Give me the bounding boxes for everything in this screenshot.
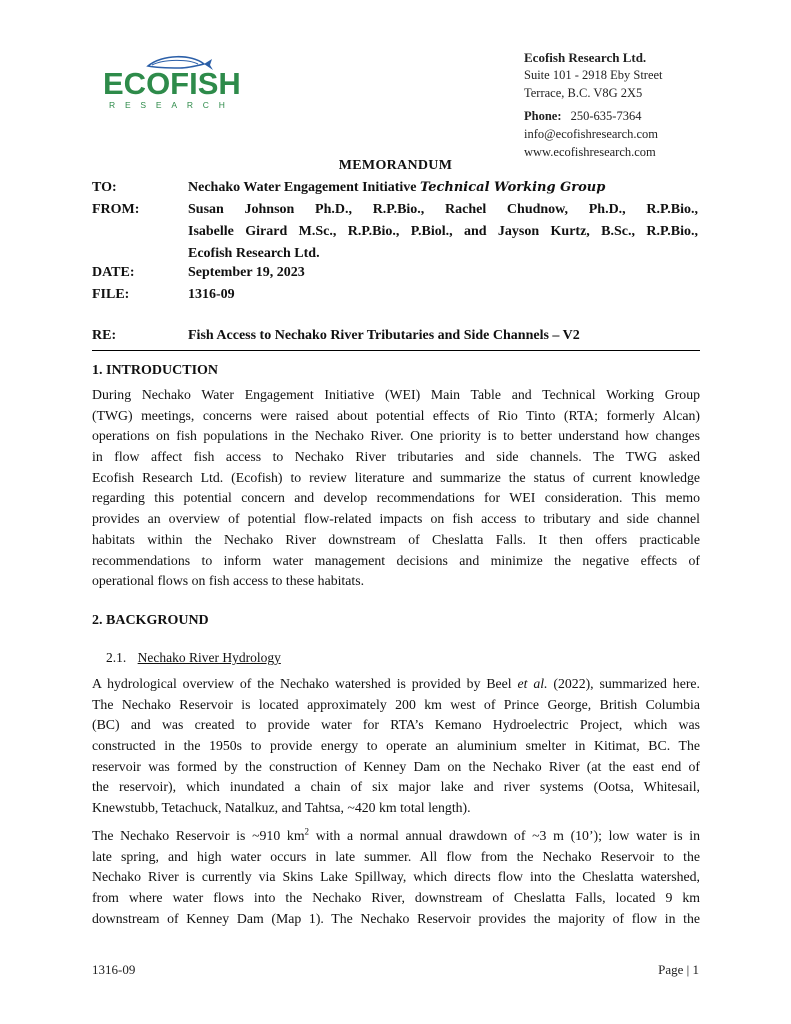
paragraph-line: habitats within the Nechako River downstream of Cheslatta Falls. It then offers practicable bbox=[92, 531, 700, 547]
re-label: RE: bbox=[92, 328, 117, 343]
paragraph-line: The Nechako Reservoir is located approximately 200 km west of Prince George, British Columbia bbox=[92, 696, 700, 712]
website-link[interactable]: www.ecofishresearch.com bbox=[524, 145, 656, 159]
subsection-heading-hydrology bbox=[106, 650, 281, 666]
to-value bbox=[188, 180, 605, 196]
logo-text: ECOFISH bbox=[103, 66, 241, 101]
text-run: The Nechako Reservoir is ~910 km bbox=[92, 828, 305, 843]
company-name: Ecofish Research Ltd. bbox=[524, 50, 647, 65]
paragraph-line bbox=[92, 674, 700, 695]
file-label: FILE: bbox=[92, 287, 130, 302]
ecofish-logo bbox=[100, 50, 250, 110]
fish-logo-icon bbox=[100, 50, 250, 112]
paragraph-line: provides an overview of potential flow-related impacts on fish access to tributary and side channel bbox=[92, 511, 700, 527]
text-run: with a normal annual drawdown of ~3 m (10’); low water is in bbox=[309, 828, 700, 843]
paragraph-line: constructed in the 1950s to provide energy to operate an aluminium smelter in Kitimat, BC. The bbox=[92, 738, 700, 754]
to-group: Technical Working Group bbox=[420, 180, 606, 195]
paragraph-line: regarding this potential concern and develop recommendations for WEI consideration. This memo bbox=[92, 490, 700, 506]
subsection-number: 2.1. bbox=[106, 650, 127, 665]
from-label: FROM: bbox=[92, 202, 140, 217]
email-link[interactable]: info@ecofishresearch.com bbox=[524, 127, 659, 141]
subsection-title: Nechako River Hydrology bbox=[137, 650, 281, 665]
phone-label: Phone: bbox=[524, 109, 562, 123]
paragraph-line bbox=[92, 826, 700, 847]
paragraph-line: recommendations to inform water management decisions and minimize the negative effects of bbox=[92, 552, 700, 568]
section-heading-background: 2. BACKGROUND bbox=[92, 613, 209, 628]
paragraph-line: late spring, and high water occurs in late summer. All flow from the Nechako Reservoir to the bbox=[92, 848, 700, 864]
from-line-3: Ecofish Research Ltd. bbox=[188, 246, 320, 261]
hydrology-paragraph-2 bbox=[92, 826, 700, 929]
paragraph-line: the reservoir), which inundated a chain of six major lake and river systems (Ootsa, Whitesail, bbox=[92, 779, 700, 795]
section-heading-introduction: 1. INTRODUCTION bbox=[92, 363, 219, 378]
text-run: A hydrological overview of the Nechako watershed is provided by Beel bbox=[92, 676, 518, 691]
header-divider bbox=[92, 350, 700, 351]
paragraph-line: Knewstubb, Tetachuck, Natalkuz, and Tahtsa, ~420 km total length). bbox=[92, 800, 471, 816]
superscript: 2 bbox=[304, 826, 310, 837]
address-line-1: Suite 101 - 2918 Eby Street bbox=[524, 68, 663, 82]
paragraph-line: reservoir was formed by the construction of Kenney Dam on the Nechako River (at the east end of bbox=[92, 758, 700, 774]
paragraph-line: operational flows on fish access to these habitats. bbox=[92, 573, 365, 589]
re-value: Fish Access to Nechako River Tributaries and Side Channels – V2 bbox=[188, 328, 580, 343]
phone-number[interactable]: 250-635-7364 bbox=[570, 109, 642, 123]
address-line-2: Terrace, B.C. V8G 2X5 bbox=[524, 86, 643, 100]
text-run: (2022), summarized here. bbox=[547, 676, 701, 691]
paragraph-line: from where water flows into the Nechako River, downstream of Cheslatta Falls, located 9 km bbox=[92, 890, 700, 906]
paragraph-line: Ecofish Research Ltd. (Ecofish) to review literature and summarize the status of current knowledge bbox=[92, 469, 700, 485]
hydrology-paragraph-1 bbox=[92, 674, 700, 819]
date-label: DATE: bbox=[92, 265, 135, 280]
paragraph-line: downstream of Kenney Dam (Map 1). The Nechako Reservoir provides the majority of flow in the bbox=[92, 910, 700, 926]
date-value: September 19, 2023 bbox=[188, 265, 305, 280]
logo-subtext: RESEARCH bbox=[109, 100, 235, 110]
paragraph-line: (TWG) meetings, concerns were raised about potential effects of Rio Tinto (RTA; formerly Alcan) bbox=[92, 407, 700, 423]
to-label: TO: bbox=[92, 180, 117, 195]
file-value: 1316-09 bbox=[188, 287, 235, 302]
paragraph-line: in flow affect fish access to Nechako River tributaries and side channels. The TWG asked bbox=[92, 449, 700, 465]
paragraph-line: (BC) and was created to provide water for RTA’s Kemano Hydroelectric Project, which was bbox=[92, 717, 700, 733]
paragraph-line: Nechako River is currently via Skins Lake Spillway, which directs flow into the Cheslatta watershed, bbox=[92, 869, 700, 885]
paragraph-line: During Nechako Water Engagement Initiative (WEI) Main Table and Technical Working Group bbox=[92, 387, 700, 402]
memo-title: MEMORANDUM bbox=[338, 158, 453, 173]
text-run-italic: et al. bbox=[517, 676, 548, 691]
from-line-1: Susan Johnson Ph.D., R.P.Bio., Rachel Chudnow, Ph.D., R.P.Bio., bbox=[188, 202, 698, 217]
to-recipient: Nechako Water Engagement Initiative bbox=[188, 180, 421, 195]
introduction-paragraph bbox=[92, 385, 700, 592]
phone-line bbox=[524, 109, 641, 124]
footer-file-number: 1316-09 bbox=[92, 962, 136, 977]
paragraph-line: operations on fish populations in the Nechako River. One priority is to better understand how changes bbox=[92, 428, 700, 444]
from-line-2: Isabelle Girard M.Sc., R.P.Bio., P.Biol., and Jayson Kurtz, B.Sc., R.P.Bio., bbox=[188, 224, 698, 239]
footer-page-number: Page | 1 bbox=[658, 962, 699, 977]
